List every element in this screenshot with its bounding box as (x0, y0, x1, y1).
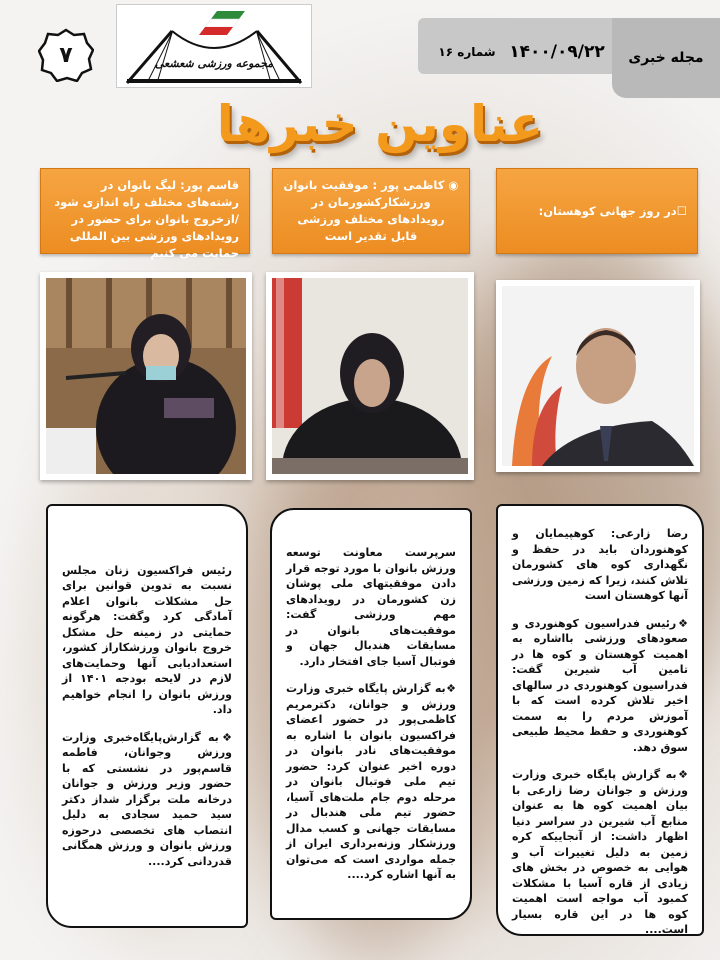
headline-box-1 (40, 168, 250, 260)
article-paragraph: ❖به گزارش پایگاه خبری وزارت ورزش و جوانان رضا زارعی با بیان اهمیت کوه ها به عنوان منابع آب شیرین در سراسر دنیا اظهار داشت: از آنجاییکه کره زمین به دلیل تغییرات آب و هوایی به خصوص در بخش های زیادی از قاره آسیا با مشکلات کمبود آب مواجه است اهمیت کوه ها در این قاره بسیار است.... (512, 768, 688, 936)
checkbox-icon: ☐ (676, 203, 687, 218)
magazine-label: مجله خبری (612, 18, 720, 98)
headline-box-3 (496, 168, 698, 254)
issue-number: شماره ۱۶ (438, 45, 496, 59)
headline-text: قاسم پور: لیگ بانوان در رشته‌های مختلف راه اندازی شود /ازخروج بانوان برای حضور در رویدادهای ورزشی بین المللی حمایت می کنیم (54, 178, 239, 260)
bullet-icon: ◉ (448, 178, 459, 192)
article-paragraph: سرپرست معاونت توسعه ورزش بانوان با مورد توجه قرار دادن موفقیتهای ملی پوشان زن کشورمان در رویدادهای مهم ورزشی گفت: موفقیت‌های بانوان در مسابقات هندبال جهان و فوتبال آسیا جای افتخار دارد. (286, 546, 456, 668)
woman-with-flag-photo (266, 272, 474, 480)
headline-box-2 (272, 168, 470, 254)
article-paragraph: رضا زارعی: کوهپیمایان و کوهنوردان باید در حفظ و نگهداری کوه های کشورمان تلاش کنند، زیرا که زمین ورزشی آنها کوهستان است (512, 527, 688, 602)
article-paragraph: رئیس فراکسیون زنان مجلس نسبت به تدوین قوانین برای حل مشکلات بانوان اعلام آمادگی کرد وگفت: هرگونه حمایتی در زمینه حل مشکل خروج بانوان ورزشکاراز کشور، استعدادیابی آنها وحمایت‌های لازم در لایحه بودجه ۱۴۰۱ از ورزش بانوان را انجام خواهیم داد. (62, 563, 233, 717)
man-in-suit-photo (496, 280, 700, 472)
article-column-3 (496, 504, 704, 936)
issue-date: ۱۴۰۰/۰۹/۲۲ (509, 42, 605, 62)
article-paragraph: ❖رئیس فدراسیون کوهنوردی و صعودهای ورزشی بااشاره به اهمیت کوهستان و کوه ها در تامین آب شیرین گفت: فدراسیون کوهنوردی در سالهای اخیر تلاش کرده است که با آموزش مردم را به سمت کوهنوردی و حفظ محیط طبیعی سوق دهد. (512, 616, 688, 754)
article-column-2 (270, 508, 472, 920)
headline-text: کاظمی پور : موفقیت بانوان ورزشکارکشورمان در رویدادهای مختلف ورزشی قابل تقدیر است (283, 178, 445, 243)
page-number: ۷ (59, 42, 73, 68)
article-column-1 (46, 504, 248, 928)
logo (116, 4, 312, 88)
woman-at-microphone-photo (40, 272, 252, 480)
article-paragraph: ❖به گزارش‌پایگاه‌خبری وزارت ورزش وجوانان، فاطمه قاسم‌پور در نشستی که با حضور وزیر ورزش و جوانان درخانه ملت برگزار شداز دکتر سید حمید سجادی به دلیل انتصاب های تخصصی درحوزه ورزش بانوان و ورزش همگانی قدردانی کرد.... (62, 730, 232, 868)
headline-text: در روز جهانی کوهستان: (538, 203, 677, 218)
page-title: عناوین خبرها (216, 95, 544, 153)
logo-text: مجموعه ورزشی شعشعی (154, 57, 274, 70)
article-paragraph: ❖به گزارش پایگاه خبری وزارت ورزش و جوانان، دکترمریم کاظمی‌پور در حضور اعضای فراکسیون بانوان با اشاره به موفقیت‌های نادر بانوان در دوره اخیر عنوان کرد: حضور تیم ملی فوتبال بانوان در مرحله دوم جام ملت‌های آسیا، حضور تیم ملی هندبال در مسابقات جهانی و کسب مدال ورزشکار وزنه‌برداری ایران از جمله مواردی است که می‌توان به آنها اشاره کرد.... (286, 682, 456, 882)
